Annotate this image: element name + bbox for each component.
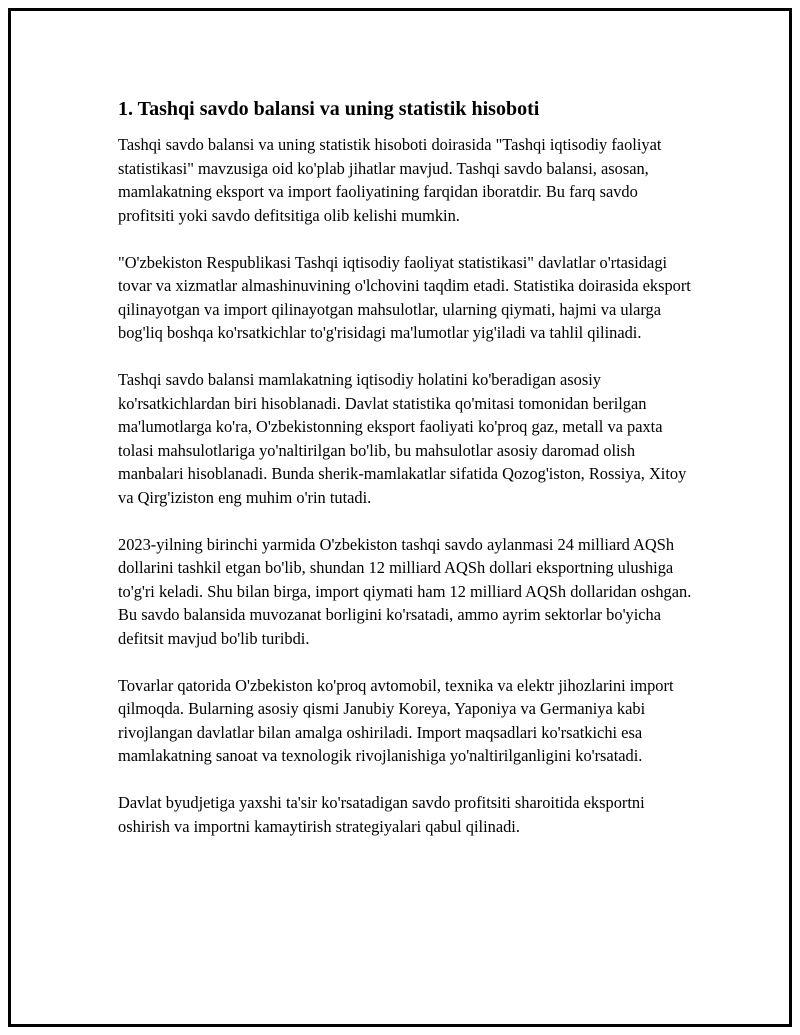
paragraph-2: "O'zbekiston Respublikasi Tashqi iqtisodiy faoliyat statistikasi" davlatlar o'rtasidagi tovar va xizmatlar almashinuvining o'lchovini taqdim etadi. Statistika doirasida eksport qilinayotgan va import qilinayotgan mahsulotlar, ularning qiymati, hajmi va ularga bog'liq boshqa ko'rsatkichlar to'g'risidagi ma'lumotlar yig'iladi va tahlil qilinadi. [118, 252, 691, 342]
paragraph-5: Tovarlar qatorida O'zbekiston ko'proq avtomobil, texnika va elektr jihozlarini import qilmoqda. Bularning asosiy qismi Janubiy Koreya, Yaponiya va Germaniya kabi rivojlangan davlatlar bilan amalga oshiriladi. Import maqsadlari ko'rsatkichi esa mamlakatning sanoat va texnologik rivojlanishiga yo'naltirilganligini ko'rsatadi. [118, 675, 674, 765]
page-frame [8, 8, 792, 1027]
paragraph-1: Tashqi savdo balansi va uning statistik hisoboti doirasida "Tashqi iqtisodiy faoliyat statistikasi" mavzusiga oid ko'plab jihatlar mavjud. Tashqi savdo balansi, asosan, mamlakatning eksport va import faoliyatining farqidan iboratdir. Bu farq savdo profitsiti yoki savdo defitsitiga olib kelishi mumkin. [118, 135, 662, 225]
section-heading: 1. Tashqi savdo balansi va uning statistik hisoboti [118, 98, 540, 120]
paragraph-3: Tashqi savdo balansi mamlakatning iqtisodiy holatini ko'beradigan asosiy ko'rsatkichlardan biri hisoblanadi. Davlat statistika qo'mitasi tomonidan berilgan ma'lumotlarga ko'ra, O'zbekistonning eksport faoliyati ko'proq gaz, metall va paxta tolasi mahsulotlariga yo'naltirilgan bo'lib, bu mahsulotlar asosiy daromad olish manbalari hisoblanadi. Bunda sherik-mamlakatlar sifatida Qozog'iston, Rossiya, Xitoy va Qirg'iziston eng muhim o'rin tutadi. [118, 370, 687, 507]
paragraph-6: Davlat byudjetiga yaxshi ta'sir ko'rsatadigan savdo profitsiti sharoitida eksportni oshirish va importni kamaytirish strategiyalari qabul qilinadi. [118, 793, 645, 836]
paragraph-4: 2023-yilning birinchi yarmida O'zbekiston tashqi savdo aylanmasi 24 milliard AQSh dollarini tashkil etgan bo'lib, shundan 12 milliard AQSh dollari eksportning ulushiga to'g'ri keladi. Shu bilan birga, import qiymati ham 12 milliard AQSh dollaridan oshgan. Bu savdo balansida muvozanat borligini ko'rsatadi, ammo ayrim sektorlar bo'yicha defitsit mavjud bo'lib turibdi. [118, 534, 692, 648]
document-body [118, 95, 698, 862]
